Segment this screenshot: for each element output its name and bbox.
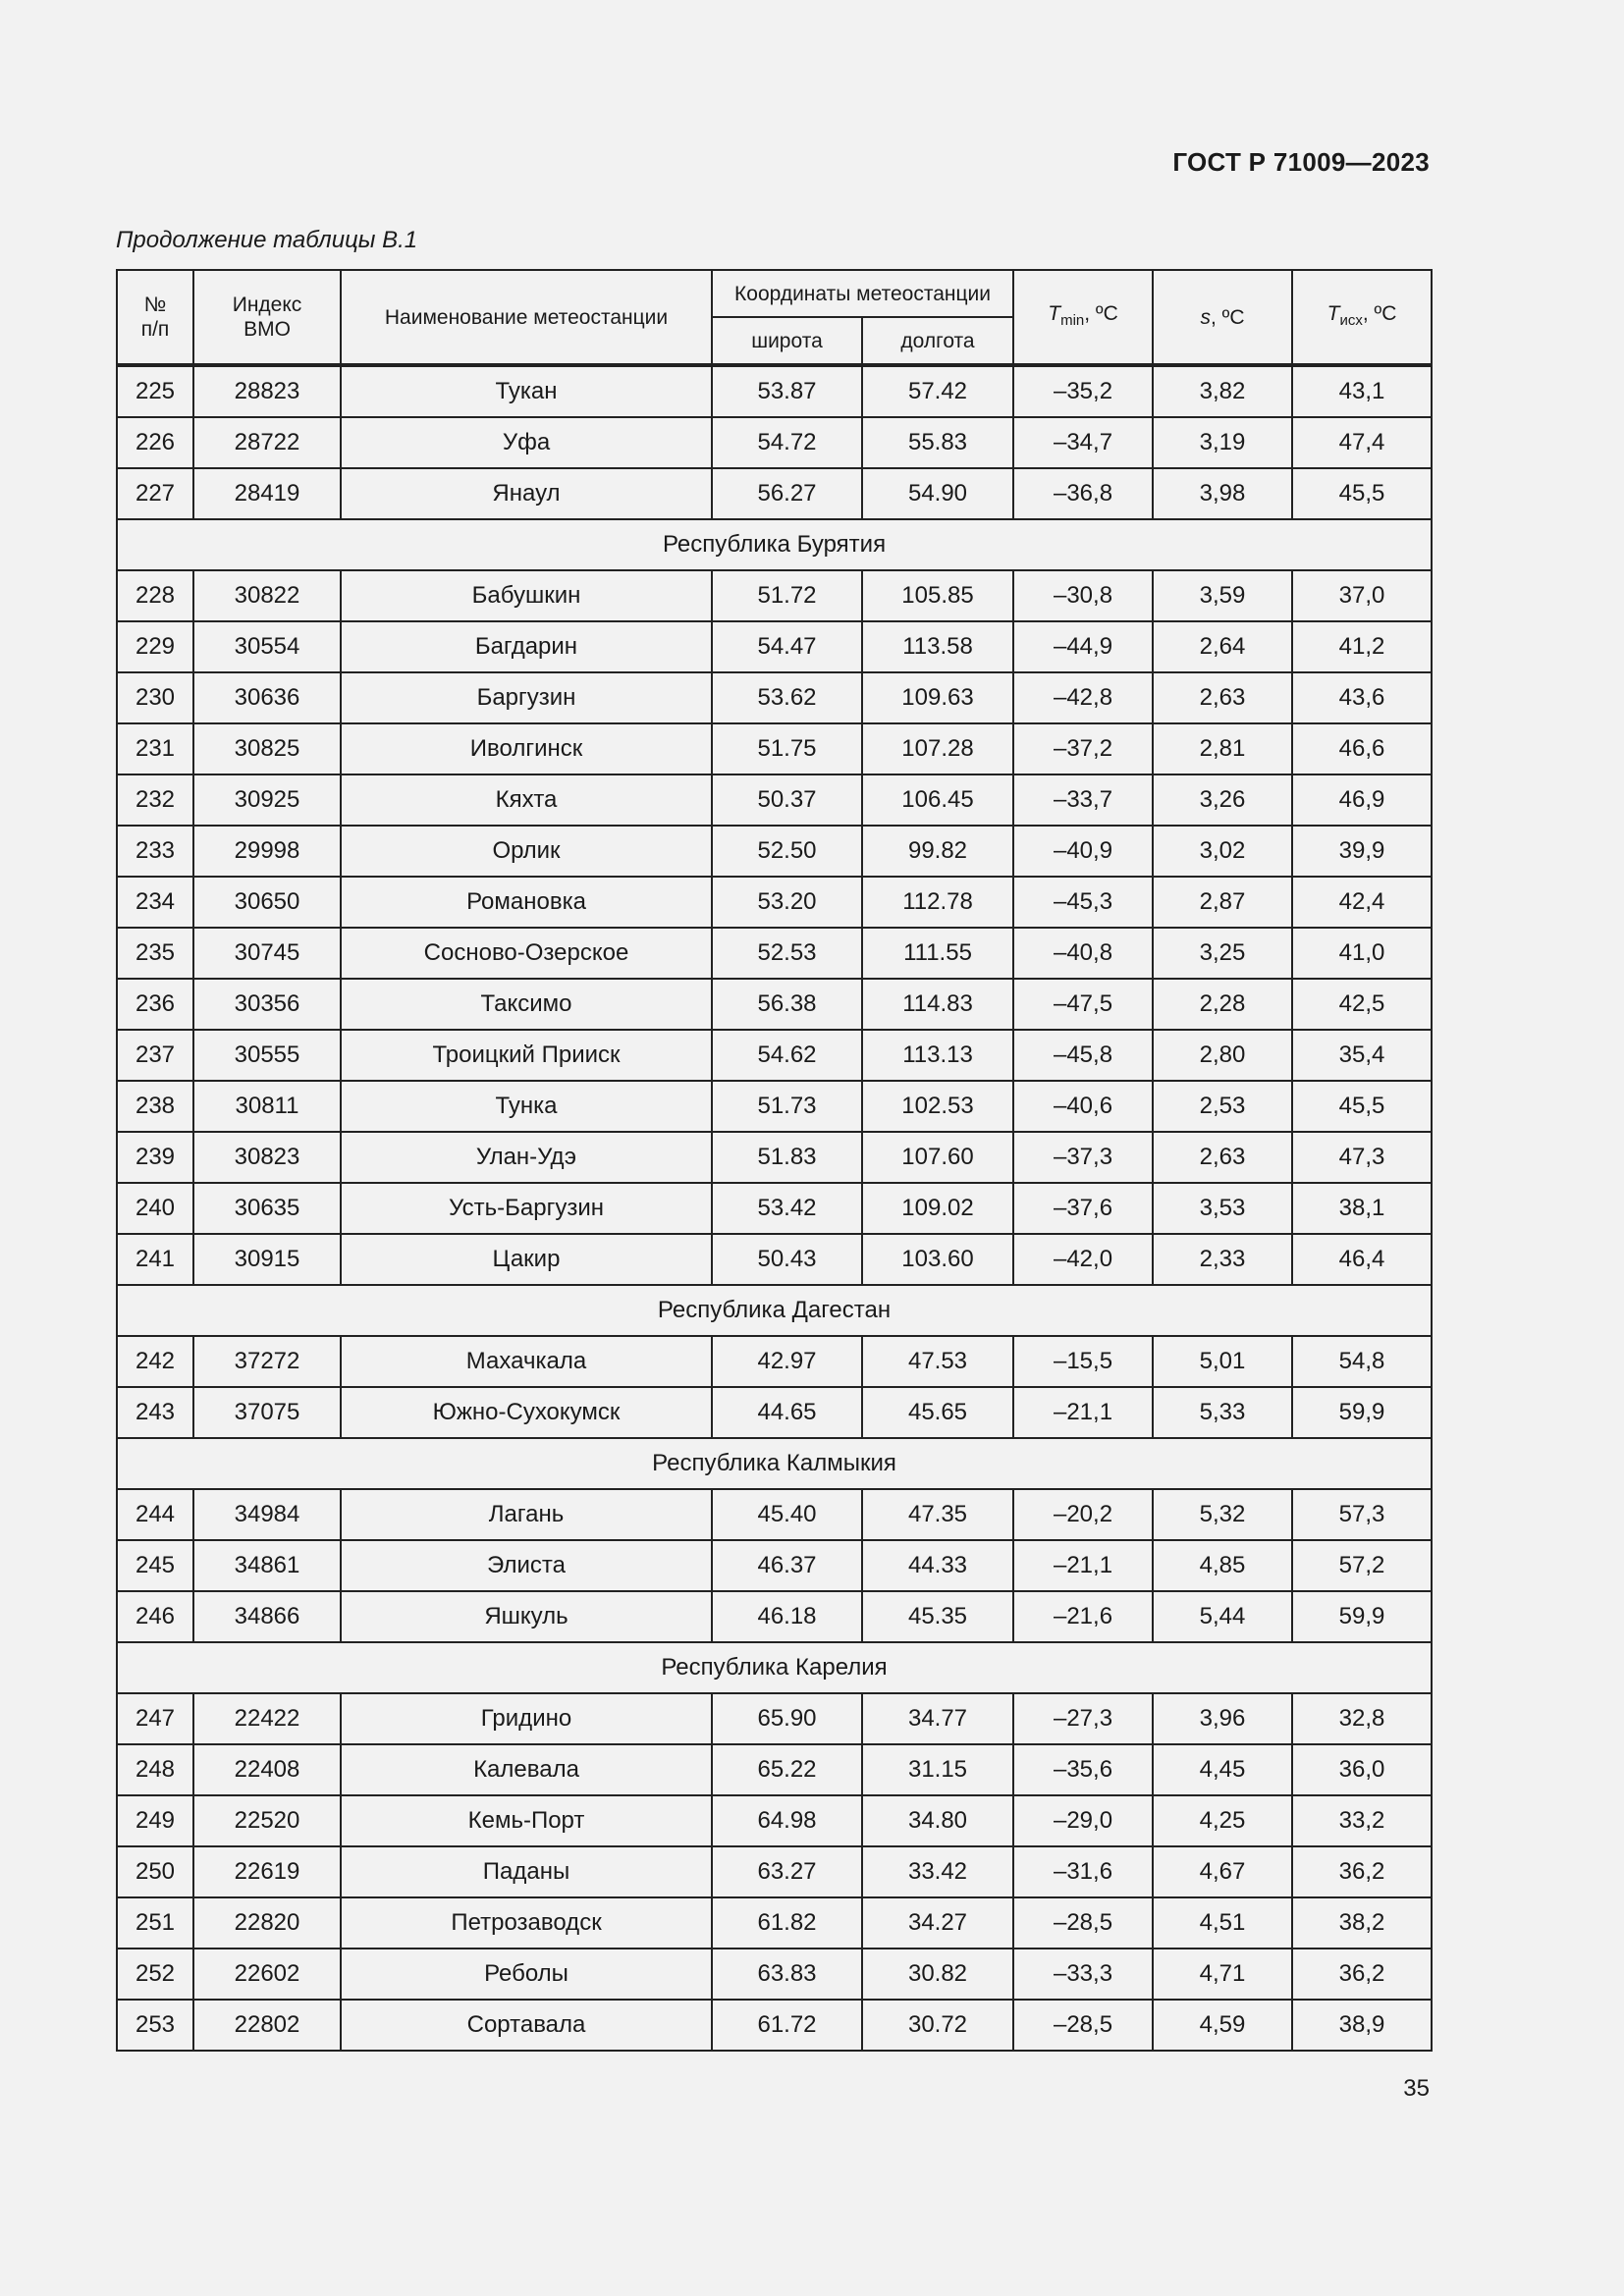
table-row (117, 468, 1432, 519)
cell-number: 245 (117, 1540, 193, 1591)
cell-s: 2,63 (1153, 1132, 1292, 1183)
cell-latitude: 56.38 (712, 979, 862, 1030)
cell-s: 3,25 (1153, 928, 1292, 979)
cell-wmo-index: 30356 (193, 979, 341, 1030)
cell-number: 237 (117, 1030, 193, 1081)
cell-latitude: 46.18 (712, 1591, 862, 1642)
cell-wmo-index: 30650 (193, 877, 341, 928)
cell-tisx: 57,2 (1292, 1540, 1432, 1591)
cell-tmin: –36,8 (1013, 468, 1153, 519)
cell-number: 232 (117, 774, 193, 826)
cell-wmo-index: 22820 (193, 1897, 341, 1949)
cell-latitude: 52.53 (712, 928, 862, 979)
cell-number: 233 (117, 826, 193, 877)
cell-station-name: Романовка (341, 877, 712, 928)
cell-station-name: Сосново-Озерское (341, 928, 712, 979)
cell-station-name: Бабушкин (341, 570, 712, 621)
region-row (117, 1285, 1432, 1336)
cell-wmo-index: 37075 (193, 1387, 341, 1438)
cell-station-name: Тунка (341, 1081, 712, 1132)
cell-number: 231 (117, 723, 193, 774)
table-row (117, 1132, 1432, 1183)
table-row (117, 621, 1432, 672)
cell-tmin: –33,3 (1013, 1949, 1153, 2000)
cell-s: 4,71 (1153, 1949, 1292, 2000)
cell-station-name: Багдарин (341, 621, 712, 672)
cell-station-name: Тукан (341, 365, 712, 417)
table-row (117, 979, 1432, 1030)
cell-s: 2,64 (1153, 621, 1292, 672)
cell-station-name: Кемь-Порт (341, 1795, 712, 1846)
table-row (117, 1489, 1432, 1540)
cell-latitude: 65.22 (712, 1744, 862, 1795)
cell-tisx: 37,0 (1292, 570, 1432, 621)
cell-tisx: 35,4 (1292, 1030, 1432, 1081)
table-row (117, 774, 1432, 826)
tmin-symbol: T (1048, 302, 1061, 325)
cell-latitude: 61.72 (712, 2000, 862, 2051)
cell-s: 2,87 (1153, 877, 1292, 928)
cell-longitude: 57.42 (862, 365, 1013, 417)
cell-s: 3,19 (1153, 417, 1292, 468)
cell-s: 5,32 (1153, 1489, 1292, 1540)
cell-s: 2,53 (1153, 1081, 1292, 1132)
cell-number: 251 (117, 1897, 193, 1949)
cell-station-name: Гридино (341, 1693, 712, 1744)
cell-s: 4,85 (1153, 1540, 1292, 1591)
cell-latitude: 63.27 (712, 1846, 862, 1897)
cell-longitude: 111.55 (862, 928, 1013, 979)
col-header-tmin (1013, 270, 1153, 365)
cell-number: 241 (117, 1234, 193, 1285)
cell-latitude: 51.72 (712, 570, 862, 621)
cell-number: 240 (117, 1183, 193, 1234)
cell-tmin: –15,5 (1013, 1336, 1153, 1387)
cell-latitude: 42.97 (712, 1336, 862, 1387)
cell-tmin: –35,6 (1013, 1744, 1153, 1795)
cell-station-name: Орлик (341, 826, 712, 877)
cell-longitude: 113.58 (862, 621, 1013, 672)
cell-latitude: 53.87 (712, 365, 862, 417)
region-row (117, 1642, 1432, 1693)
table-row (117, 1183, 1432, 1234)
region-name: Республика Дагестан (117, 1285, 1432, 1336)
cell-number: 246 (117, 1591, 193, 1642)
cell-latitude: 53.62 (712, 672, 862, 723)
cell-station-name: Яшкуль (341, 1591, 712, 1642)
cell-station-name: Иволгинск (341, 723, 712, 774)
cell-latitude: 51.83 (712, 1132, 862, 1183)
cell-tmin: –34,7 (1013, 417, 1153, 468)
cell-tmin: –20,2 (1013, 1489, 1153, 1540)
region-name: Республика Карелия (117, 1642, 1432, 1693)
cell-latitude: 54.62 (712, 1030, 862, 1081)
cell-tisx: 38,2 (1292, 1897, 1432, 1949)
cell-longitude: 45.65 (862, 1387, 1013, 1438)
cell-latitude: 52.50 (712, 826, 862, 877)
region-row (117, 1438, 1432, 1489)
cell-tmin: –27,3 (1013, 1693, 1153, 1744)
table-row (117, 672, 1432, 723)
cell-s: 5,33 (1153, 1387, 1292, 1438)
cell-number: 247 (117, 1693, 193, 1744)
col-header-wmo-index-line2: ВМО (244, 318, 291, 341)
cell-longitude: 30.82 (862, 1949, 1013, 2000)
col-header-wmo-index-line1: Индекс (232, 294, 302, 316)
cell-s: 4,25 (1153, 1795, 1292, 1846)
cell-wmo-index: 30822 (193, 570, 341, 621)
tmin-subscript: min (1060, 312, 1085, 329)
cell-tmin: –42,8 (1013, 672, 1153, 723)
cell-wmo-index: 30823 (193, 1132, 341, 1183)
cell-tisx: 47,4 (1292, 417, 1432, 468)
cell-s: 3,59 (1153, 570, 1292, 621)
stations-table (116, 269, 1433, 2052)
table-row (117, 877, 1432, 928)
cell-tisx: 47,3 (1292, 1132, 1432, 1183)
cell-wmo-index: 37272 (193, 1336, 341, 1387)
cell-number: 249 (117, 1795, 193, 1846)
cell-station-name: Петрозаводск (341, 1897, 712, 1949)
cell-tmin: –40,6 (1013, 1081, 1153, 1132)
cell-station-name: Баргузин (341, 672, 712, 723)
table-row (117, 723, 1432, 774)
cell-wmo-index: 30636 (193, 672, 341, 723)
cell-longitude: 109.02 (862, 1183, 1013, 1234)
cell-wmo-index: 22408 (193, 1744, 341, 1795)
cell-tisx: 46,9 (1292, 774, 1432, 826)
col-header-station-name: Наименование метеостанции (341, 270, 712, 365)
table-row (117, 1030, 1432, 1081)
cell-latitude: 54.72 (712, 417, 862, 468)
cell-s: 2,28 (1153, 979, 1292, 1030)
cell-tisx: 43,1 (1292, 365, 1432, 417)
cell-s: 4,59 (1153, 2000, 1292, 2051)
cell-tisx: 39,9 (1292, 826, 1432, 877)
cell-tmin: –28,5 (1013, 1897, 1153, 1949)
cell-longitude: 44.33 (862, 1540, 1013, 1591)
cell-number: 238 (117, 1081, 193, 1132)
cell-longitude: 113.13 (862, 1030, 1013, 1081)
cell-station-name: Элиста (341, 1540, 712, 1591)
cell-tisx: 42,5 (1292, 979, 1432, 1030)
cell-wmo-index: 28823 (193, 365, 341, 417)
cell-number: 225 (117, 365, 193, 417)
cell-latitude: 44.65 (712, 1387, 862, 1438)
col-header-latitude: широта (712, 317, 862, 365)
cell-tisx: 57,3 (1292, 1489, 1432, 1540)
col-header-coordinates: Координаты метеостанции (712, 270, 1013, 317)
cell-latitude: 51.73 (712, 1081, 862, 1132)
cell-station-name: Улан-Удэ (341, 1132, 712, 1183)
cell-tmin: –33,7 (1013, 774, 1153, 826)
cell-longitude: 105.85 (862, 570, 1013, 621)
cell-longitude: 114.83 (862, 979, 1013, 1030)
table-row (117, 1591, 1432, 1642)
cell-s: 4,51 (1153, 1897, 1292, 1949)
col-header-tisx (1292, 270, 1432, 365)
cell-tisx: 41,2 (1292, 621, 1432, 672)
cell-longitude: 102.53 (862, 1081, 1013, 1132)
cell-tisx: 54,8 (1292, 1336, 1432, 1387)
cell-longitude: 47.35 (862, 1489, 1013, 1540)
cell-number: 235 (117, 928, 193, 979)
table-row (117, 1540, 1432, 1591)
col-header-number-line2: п/п (140, 318, 170, 341)
cell-longitude: 47.53 (862, 1336, 1013, 1387)
cell-longitude: 109.63 (862, 672, 1013, 723)
cell-longitude: 103.60 (862, 1234, 1013, 1285)
cell-number: 236 (117, 979, 193, 1030)
cell-s: 2,81 (1153, 723, 1292, 774)
cell-tisx: 46,6 (1292, 723, 1432, 774)
col-header-s (1153, 270, 1292, 365)
cell-wmo-index: 34861 (193, 1540, 341, 1591)
cell-wmo-index: 22602 (193, 1949, 341, 2000)
cell-number: 243 (117, 1387, 193, 1438)
cell-tmin: –37,2 (1013, 723, 1153, 774)
cell-number: 239 (117, 1132, 193, 1183)
cell-tmin: –21,1 (1013, 1387, 1153, 1438)
cell-station-name: Реболы (341, 1949, 712, 2000)
cell-wmo-index: 22422 (193, 1693, 341, 1744)
cell-wmo-index: 34984 (193, 1489, 341, 1540)
cell-longitude: 34.27 (862, 1897, 1013, 1949)
cell-longitude: 106.45 (862, 774, 1013, 826)
cell-longitude: 54.90 (862, 468, 1013, 519)
cell-tisx: 59,9 (1292, 1591, 1432, 1642)
cell-station-name: Троицкий Прииск (341, 1030, 712, 1081)
cell-number: 228 (117, 570, 193, 621)
tmin-unit: , ºС (1084, 302, 1118, 325)
cell-wmo-index: 28722 (193, 417, 341, 468)
tisx-subscript: исх (1339, 312, 1363, 329)
cell-wmo-index: 30925 (193, 774, 341, 826)
cell-tisx: 38,9 (1292, 2000, 1432, 2051)
cell-number: 229 (117, 621, 193, 672)
table-row (117, 1387, 1432, 1438)
cell-station-name: Калевала (341, 1744, 712, 1795)
cell-s: 3,98 (1153, 468, 1292, 519)
cell-latitude: 64.98 (712, 1795, 862, 1846)
cell-longitude: 107.60 (862, 1132, 1013, 1183)
cell-tmin: –40,8 (1013, 928, 1153, 979)
cell-station-name: Таксимо (341, 979, 712, 1030)
cell-tmin: –42,0 (1013, 1234, 1153, 1285)
page-number: 35 (1403, 2075, 1430, 2102)
cell-wmo-index: 22802 (193, 2000, 341, 2051)
cell-s: 3,96 (1153, 1693, 1292, 1744)
region-name: Республика Калмыкия (117, 1438, 1432, 1489)
cell-tisx: 59,9 (1292, 1387, 1432, 1438)
table-row (117, 1795, 1432, 1846)
cell-station-name: Кяхта (341, 774, 712, 826)
cell-tmin: –31,6 (1013, 1846, 1153, 1897)
cell-number: 242 (117, 1336, 193, 1387)
region-name: Республика Бурятия (117, 519, 1432, 570)
cell-longitude: 33.42 (862, 1846, 1013, 1897)
cell-tisx: 43,6 (1292, 672, 1432, 723)
cell-s: 3,82 (1153, 365, 1292, 417)
cell-longitude: 45.35 (862, 1591, 1013, 1642)
cell-tmin: –45,3 (1013, 877, 1153, 928)
cell-s: 5,01 (1153, 1336, 1292, 1387)
cell-station-name: Южно-Сухокумск (341, 1387, 712, 1438)
table-row (117, 365, 1432, 417)
table-row (117, 1897, 1432, 1949)
cell-wmo-index: 22520 (193, 1795, 341, 1846)
col-header-number-line1: № (143, 294, 167, 316)
cell-s: 2,80 (1153, 1030, 1292, 1081)
cell-s: 5,44 (1153, 1591, 1292, 1642)
cell-tmin: –21,1 (1013, 1540, 1153, 1591)
cell-wmo-index: 29998 (193, 826, 341, 877)
table-row (117, 1081, 1432, 1132)
cell-latitude: 61.82 (712, 1897, 862, 1949)
cell-wmo-index: 30554 (193, 621, 341, 672)
cell-latitude: 46.37 (712, 1540, 862, 1591)
tisx-unit: , ºС (1362, 302, 1397, 325)
cell-number: 230 (117, 672, 193, 723)
cell-s: 3,02 (1153, 826, 1292, 877)
table-row (117, 1336, 1432, 1387)
cell-tmin: –35,2 (1013, 365, 1153, 417)
cell-tisx: 36,0 (1292, 1744, 1432, 1795)
table-row (117, 1693, 1432, 1744)
cell-tisx: 46,4 (1292, 1234, 1432, 1285)
col-header-longitude: долгота (862, 317, 1013, 365)
cell-number: 253 (117, 2000, 193, 2051)
document-code: ГОСТ Р 71009—2023 (1172, 147, 1430, 177)
cell-tisx: 36,2 (1292, 1846, 1432, 1897)
s-symbol: s (1200, 305, 1211, 329)
cell-number: 234 (117, 877, 193, 928)
col-header-wmo-index (193, 270, 341, 365)
table-header (117, 270, 1432, 365)
region-row (117, 519, 1432, 570)
table-row (117, 1744, 1432, 1795)
table-row (117, 1846, 1432, 1897)
cell-number: 226 (117, 417, 193, 468)
s-unit: , ºС (1211, 305, 1245, 329)
cell-tmin: –29,0 (1013, 1795, 1153, 1846)
table-row (117, 417, 1432, 468)
cell-station-name: Паданы (341, 1846, 712, 1897)
cell-station-name: Цакир (341, 1234, 712, 1285)
cell-longitude: 99.82 (862, 826, 1013, 877)
cell-station-name: Лагань (341, 1489, 712, 1540)
cell-latitude: 65.90 (712, 1693, 862, 1744)
cell-latitude: 50.37 (712, 774, 862, 826)
cell-tisx: 45,5 (1292, 1081, 1432, 1132)
table-row (117, 1234, 1432, 1285)
cell-latitude: 45.40 (712, 1489, 862, 1540)
cell-longitude: 34.80 (862, 1795, 1013, 1846)
cell-tmin: –45,8 (1013, 1030, 1153, 1081)
cell-wmo-index: 30635 (193, 1183, 341, 1234)
cell-latitude: 53.20 (712, 877, 862, 928)
cell-tisx: 32,8 (1292, 1693, 1432, 1744)
cell-station-name: Махачкала (341, 1336, 712, 1387)
cell-s: 4,45 (1153, 1744, 1292, 1795)
cell-latitude: 56.27 (712, 468, 862, 519)
table-row (117, 826, 1432, 877)
table-row (117, 928, 1432, 979)
cell-wmo-index: 28419 (193, 468, 341, 519)
cell-s: 2,63 (1153, 672, 1292, 723)
cell-tisx: 33,2 (1292, 1795, 1432, 1846)
cell-s: 2,33 (1153, 1234, 1292, 1285)
table-row (117, 1949, 1432, 2000)
cell-tmin: –47,5 (1013, 979, 1153, 1030)
cell-s: 3,26 (1153, 774, 1292, 826)
cell-longitude: 55.83 (862, 417, 1013, 468)
cell-wmo-index: 30825 (193, 723, 341, 774)
table-row (117, 2000, 1432, 2051)
cell-s: 4,67 (1153, 1846, 1292, 1897)
cell-tmin: –37,3 (1013, 1132, 1153, 1183)
cell-latitude: 53.42 (712, 1183, 862, 1234)
cell-station-name: Сортавала (341, 2000, 712, 2051)
cell-wmo-index: 30555 (193, 1030, 341, 1081)
cell-tmin: –37,6 (1013, 1183, 1153, 1234)
cell-wmo-index: 30915 (193, 1234, 341, 1285)
cell-wmo-index: 30745 (193, 928, 341, 979)
tisx-symbol: T (1326, 302, 1340, 325)
col-header-number (117, 270, 193, 365)
cell-station-name: Янаул (341, 468, 712, 519)
cell-tmin: –44,9 (1013, 621, 1153, 672)
cell-longitude: 34.77 (862, 1693, 1013, 1744)
cell-wmo-index: 30811 (193, 1081, 341, 1132)
cell-tmin: –40,9 (1013, 826, 1153, 877)
table-caption: Продолжение таблицы В.1 (116, 227, 418, 253)
cell-number: 244 (117, 1489, 193, 1540)
cell-tmin: –30,8 (1013, 570, 1153, 621)
cell-station-name: Уфа (341, 417, 712, 468)
cell-tisx: 45,5 (1292, 468, 1432, 519)
cell-longitude: 107.28 (862, 723, 1013, 774)
cell-tmin: –28,5 (1013, 2000, 1153, 2051)
cell-latitude: 51.75 (712, 723, 862, 774)
cell-tmin: –21,6 (1013, 1591, 1153, 1642)
cell-latitude: 50.43 (712, 1234, 862, 1285)
cell-longitude: 30.72 (862, 2000, 1013, 2051)
cell-tisx: 42,4 (1292, 877, 1432, 928)
cell-wmo-index: 34866 (193, 1591, 341, 1642)
cell-number: 250 (117, 1846, 193, 1897)
cell-tisx: 41,0 (1292, 928, 1432, 979)
cell-tisx: 38,1 (1292, 1183, 1432, 1234)
cell-latitude: 54.47 (712, 621, 862, 672)
cell-tisx: 36,2 (1292, 1949, 1432, 2000)
table-body (117, 365, 1432, 2051)
cell-s: 3,53 (1153, 1183, 1292, 1234)
cell-wmo-index: 22619 (193, 1846, 341, 1897)
table-row (117, 570, 1432, 621)
cell-longitude: 112.78 (862, 877, 1013, 928)
cell-latitude: 63.83 (712, 1949, 862, 2000)
cell-number: 227 (117, 468, 193, 519)
cell-station-name: Усть-Баргузин (341, 1183, 712, 1234)
cell-longitude: 31.15 (862, 1744, 1013, 1795)
cell-number: 248 (117, 1744, 193, 1795)
cell-number: 252 (117, 1949, 193, 2000)
